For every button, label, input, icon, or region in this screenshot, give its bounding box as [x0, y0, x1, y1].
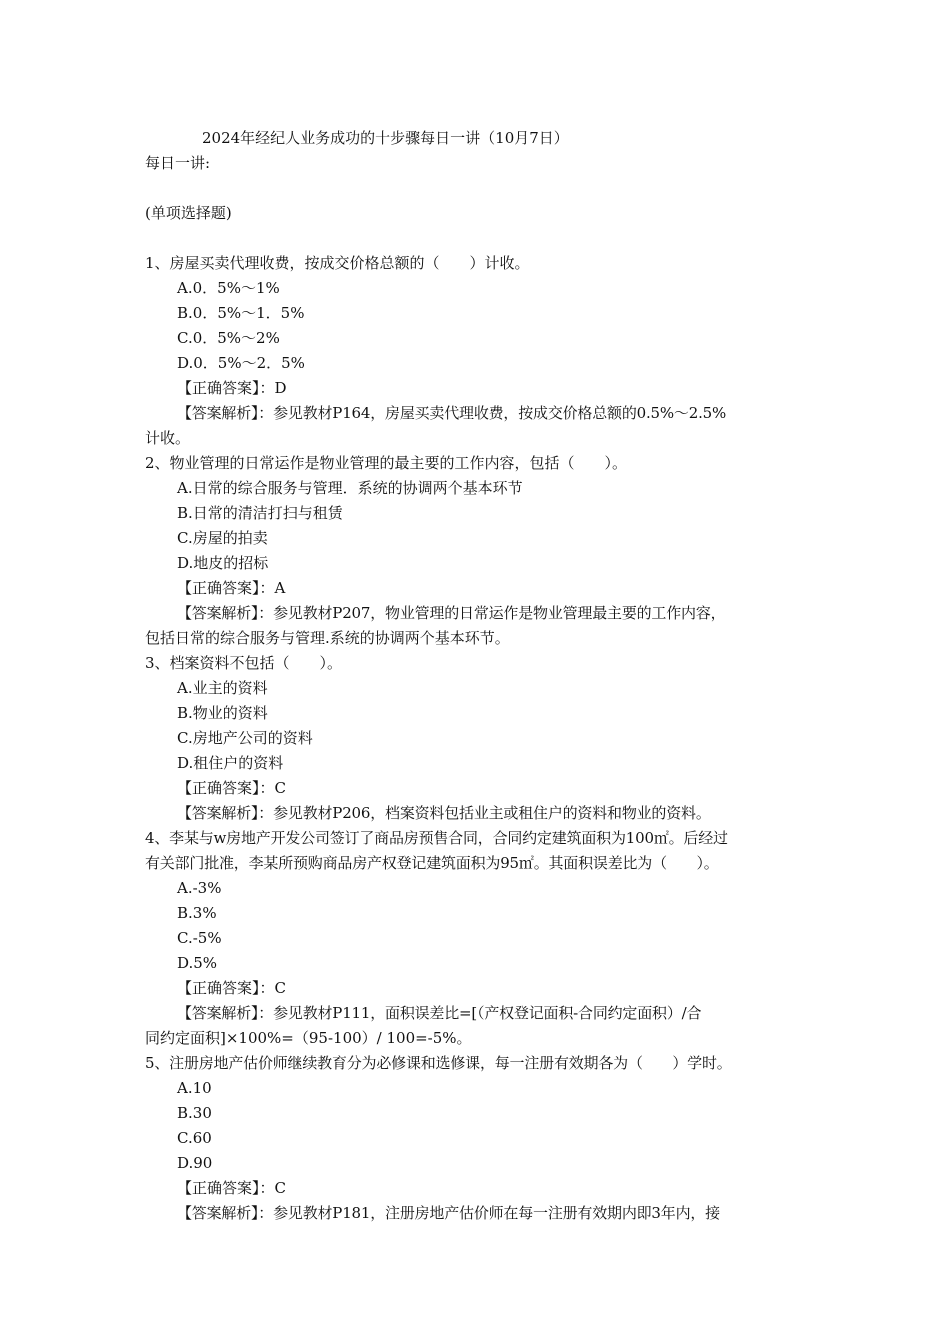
question-1-option-b: B.0．5%～1．5% — [177, 304, 305, 322]
question-5-stem: 5、注册房地产估价师继续教育分为必修课和选修课，每一注册有效期各为（ ）学时。 — [145, 1054, 732, 1072]
question-5-answer: 【正确答案】：C — [177, 1179, 286, 1197]
question-2-option-c: C.房屋的拍卖 — [177, 529, 268, 547]
intro-label: 每日一讲: — [145, 154, 211, 172]
question-4-stem: 4、李某与w房地产开发公司签订了商品房预售合同，合同约定建筑面积为100㎡。后经过 — [145, 829, 728, 847]
question-3-stem: 3、档案资料不包括（ ）。 — [145, 654, 343, 672]
question-5-option-a: A.10 — [177, 1079, 212, 1097]
question-4-option-d: D.5% — [177, 954, 218, 972]
question-1-option-c: C.0．5%～2% — [177, 329, 280, 347]
question-4-option-b: B.3% — [177, 904, 217, 922]
question-1-analysis: 【答案解析】：参见教材P164，房屋买卖代理收费，按成交价格总额的0.5%～2.5% — [177, 404, 727, 422]
question-1-stem: 1、房屋买卖代理收费，按成交价格总额的（ ）计收。 — [145, 254, 530, 272]
question-3-option-c: C.房地产公司的资料 — [177, 729, 313, 747]
question-2-analysis: 【答案解析】：参见教材P207，物业管理的日常运作是物业管理最主要的工作内容， — [177, 604, 726, 622]
section-heading: (单项选择题) — [145, 204, 232, 222]
question-4-option-c: C.-5% — [177, 929, 222, 947]
question-4-stem-cont: 有关部门批准，李某所预购商品房产权登记建筑面积为95㎡。其面积误差比为（ ）。 — [145, 854, 719, 872]
question-1-analysis-cont: 计收。 — [145, 429, 191, 447]
question-4-analysis: 【答案解析】：参见教材P111，面积误差比=[（产权登记面积-合同约定面积）/合 — [177, 1004, 702, 1022]
question-4-answer: 【正确答案】：C — [177, 979, 286, 997]
question-2-answer: 【正确答案】：A — [177, 579, 286, 597]
question-2-option-b: B.日常的清洁打扫与租赁 — [177, 504, 343, 522]
question-2-analysis-cont: 包括日常的综合服务与管理.系统的协调两个基本环节。 — [145, 629, 510, 647]
question-5-analysis: 【答案解析】：参见教材P181，注册房地产估价师在每一注册有效期内即3年内，接 — [177, 1204, 720, 1222]
question-3-option-b: B.物业的资料 — [177, 704, 268, 722]
question-3-answer: 【正确答案】：C — [177, 779, 286, 797]
question-3-option-d: D.租住户的资料 — [177, 754, 284, 772]
question-4-analysis-cont: 同约定面积]×100%=（95-100）/ 100=-5%。 — [145, 1029, 472, 1047]
question-3-option-a: A.业主的资料 — [177, 679, 268, 697]
question-5-option-b: B.30 — [177, 1104, 212, 1122]
question-4-option-a: A.-3% — [177, 879, 222, 897]
question-2-option-a: A.日常的综合服务与管理．系统的协调两个基本环节 — [177, 479, 523, 497]
question-2-stem: 2、物业管理的日常运作是物业管理的最主要的工作内容，包括（ ）。 — [145, 454, 628, 472]
question-5-option-d: D.90 — [177, 1154, 213, 1172]
question-1-option-a: A.0．5%～1% — [177, 279, 280, 297]
question-1-answer: 【正确答案】：D — [177, 379, 287, 397]
document-title: 2024年经纪人业务成功的十步骤每日一讲（10月7日） — [202, 129, 569, 147]
question-1-option-d: D.0．5%～2．5% — [177, 354, 305, 372]
question-2-option-d: D.地皮的招标 — [177, 554, 269, 572]
question-5-option-c: C.60 — [177, 1129, 212, 1147]
question-3-analysis: 【答案解析】：参见教材P206，档案资料包括业主或租住户的资料和物业的资料。 — [177, 804, 711, 822]
